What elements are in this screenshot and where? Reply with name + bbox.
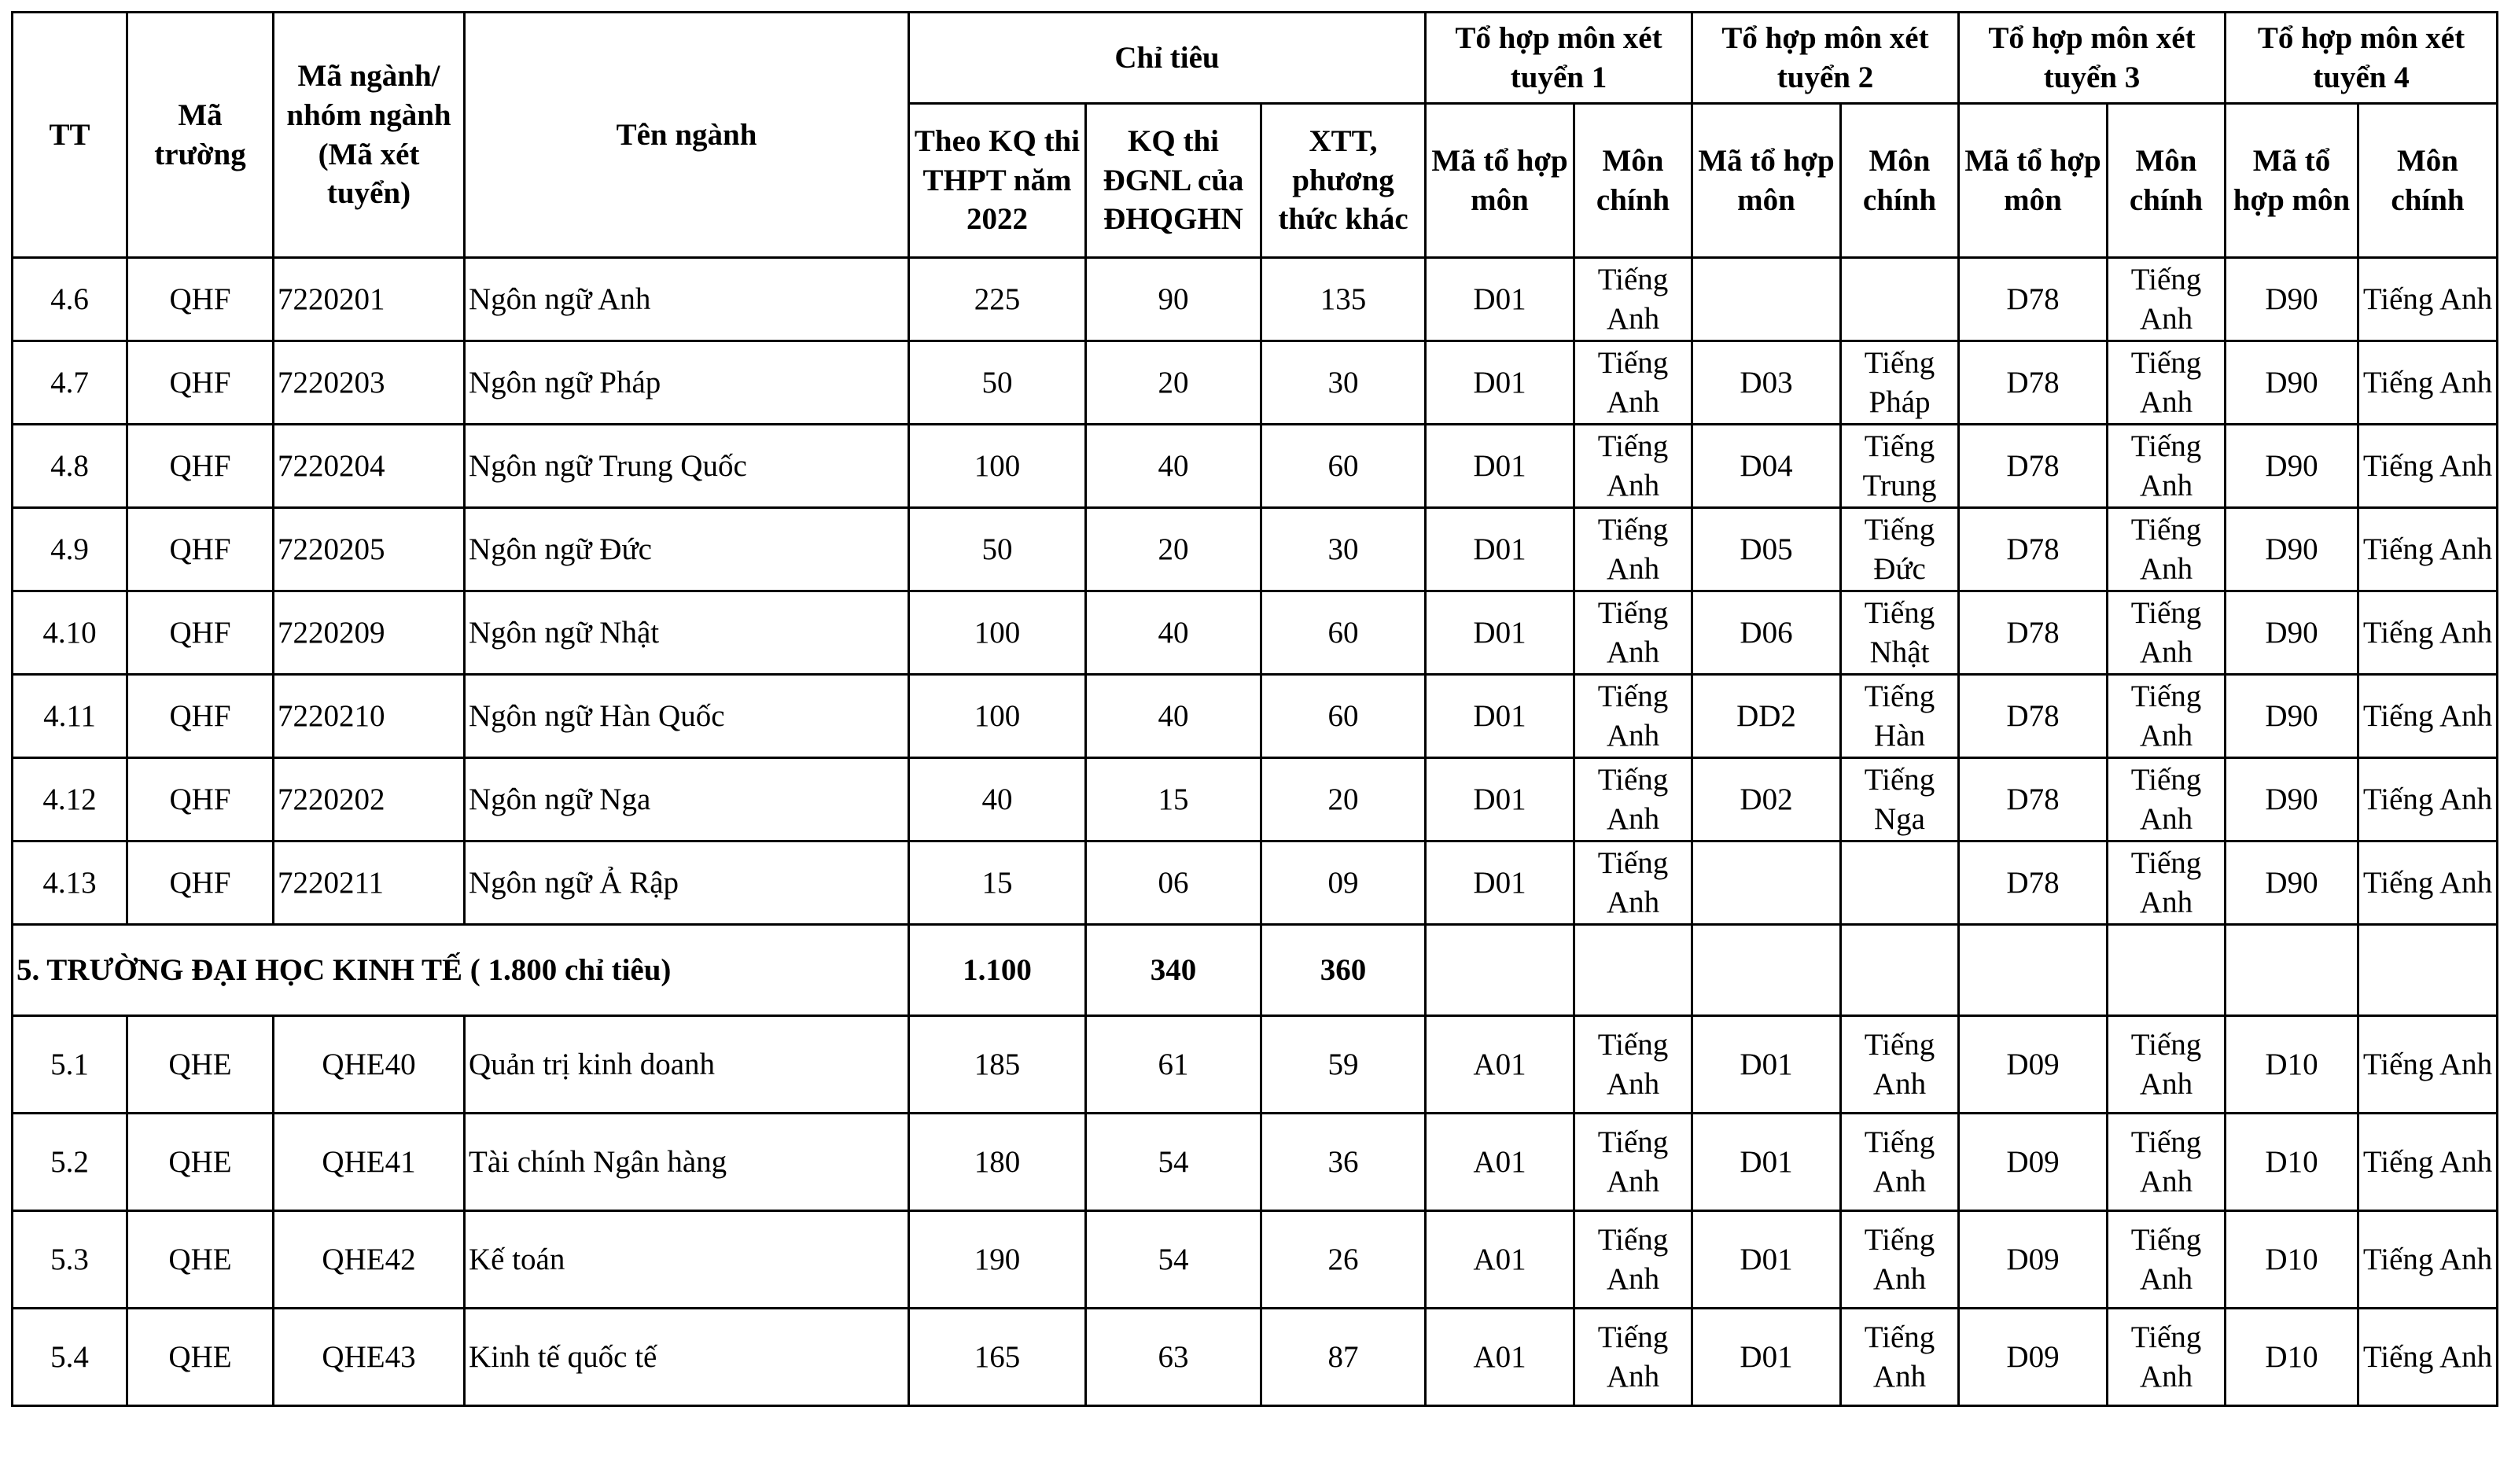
cell-to-hop-1-mon: Tiếng Anh <box>1574 758 1692 841</box>
header-ma-to-hop: Mã tổ hợp môn <box>1426 104 1574 258</box>
cell-to-hop-3-ma: D78 <box>1959 841 2108 925</box>
admission-quota-table <box>11 11 2498 1407</box>
cell-to-hop-2-mon: Tiếng Anh <box>1841 1114 1959 1211</box>
cell-to-hop-2-ma: D01 <box>1692 1309 1841 1406</box>
cell-tt: 5.4 <box>13 1309 127 1406</box>
table-row <box>13 508 2498 591</box>
cell-to-hop-2-ma: D01 <box>1692 1016 1841 1114</box>
cell-ma-truong: QHF <box>127 591 274 675</box>
cell-to-hop-3-mon: Tiếng Anh <box>2108 1211 2226 1309</box>
cell-chi-tieu-thpt: 100 <box>909 591 1086 675</box>
cell-to-hop-1-ma: D01 <box>1426 508 1574 591</box>
header-mon-chinh: Môn chính <box>1841 104 1959 258</box>
cell-chi-tieu-dgnl: 15 <box>1086 758 1261 841</box>
cell-to-hop-3-ma: D78 <box>1959 591 2108 675</box>
header-tt: TT <box>13 13 127 258</box>
header-chi-tieu: Chỉ tiêu <box>909 13 1426 104</box>
cell-tt: 5.1 <box>13 1016 127 1114</box>
cell-to-hop-1-mon: Tiếng Anh <box>1574 1114 1692 1211</box>
cell-ma-nganh: QHE43 <box>274 1309 465 1406</box>
cell-to-hop-2-ma: D05 <box>1692 508 1841 591</box>
cell-ma-nganh: 7220203 <box>274 341 465 425</box>
cell-ten-nganh: Ngôn ngữ Ả Rập <box>465 841 909 925</box>
cell-to-hop-1-ma: A01 <box>1426 1114 1574 1211</box>
cell-ma-nganh: 7220211 <box>274 841 465 925</box>
header-theo-kq-thpt: Theo KQ thi THPT năm 2022 <box>909 104 1086 258</box>
table-row <box>13 841 2498 925</box>
cell-chi-tieu-dgnl: 40 <box>1086 425 1261 508</box>
cell-to-hop-1-ma: A01 <box>1426 1211 1574 1309</box>
cell-ten-nganh: Ngôn ngữ Nga <box>465 758 909 841</box>
cell-chi-tieu-dgnl: 06 <box>1086 841 1261 925</box>
cell-to-hop-4-mon: Tiếng Anh <box>2358 341 2498 425</box>
cell-to-hop-2-ma: D02 <box>1692 758 1841 841</box>
table-row <box>13 758 2498 841</box>
cell-chi-tieu-thpt: 190 <box>909 1211 1086 1309</box>
section-label: 5. TRƯỜNG ĐẠI HỌC KINH TẾ ( 1.800 chỉ tiêu) <box>13 925 909 1016</box>
cell-chi-tieu-xtt: 60 <box>1261 425 1426 508</box>
cell-to-hop-3-ma: D09 <box>1959 1309 2108 1406</box>
cell-to-hop-1-ma: D01 <box>1426 341 1574 425</box>
cell-to-hop-1-mon: Tiếng Anh <box>1574 1309 1692 1406</box>
cell-tt: 4.13 <box>13 841 127 925</box>
cell-ma-truong: QHF <box>127 508 274 591</box>
table-row <box>13 591 2498 675</box>
cell-to-hop-4-mon: Tiếng Anh <box>2358 1309 2498 1406</box>
cell-ma-truong: QHF <box>127 758 274 841</box>
cell-ma-nganh: 7220210 <box>274 675 465 758</box>
section-kinh-te <box>13 925 2498 1016</box>
cell-ma-truong: QHF <box>127 258 274 341</box>
cell-to-hop-2-mon: Tiếng Trung <box>1841 425 1959 508</box>
cell-ma-nganh: 7220204 <box>274 425 465 508</box>
cell-to-hop-2-ma: D01 <box>1692 1211 1841 1309</box>
cell-to-hop-4-mon: Tiếng Anh <box>2358 1016 2498 1114</box>
cell-tt: 4.6 <box>13 258 127 341</box>
cell-tt: 4.9 <box>13 508 127 591</box>
cell-to-hop-3-ma: D78 <box>1959 758 2108 841</box>
cell-ma-nganh: QHE42 <box>274 1211 465 1309</box>
cell-ten-nganh: Ngôn ngữ Pháp <box>465 341 909 425</box>
cell-chi-tieu-xtt: 59 <box>1261 1016 1426 1114</box>
cell-to-hop-2-ma: D04 <box>1692 425 1841 508</box>
cell-tt: 4.10 <box>13 591 127 675</box>
cell-to-hop-2-ma <box>1692 258 1841 341</box>
cell-ma-nganh: 7220205 <box>274 508 465 591</box>
cell-to-hop-3-ma: D09 <box>1959 1211 2108 1309</box>
cell-ten-nganh: Ngôn ngữ Anh <box>465 258 909 341</box>
cell-chi-tieu-xtt: 26 <box>1261 1211 1426 1309</box>
section-total-thpt: 1.100 <box>909 925 1086 1016</box>
cell-ma-truong: QHF <box>127 841 274 925</box>
cell-to-hop-2-mon: Tiếng Hàn <box>1841 675 1959 758</box>
cell-ma-truong: QHE <box>127 1016 274 1114</box>
cell-chi-tieu-dgnl: 54 <box>1086 1211 1261 1309</box>
cell-to-hop-3-ma: D09 <box>1959 1016 2108 1114</box>
cell-to-hop-1-mon: Tiếng Anh <box>1574 841 1692 925</box>
cell-to-hop-3-mon: Tiếng Anh <box>2108 1016 2226 1114</box>
cell-to-hop-3-ma: D78 <box>1959 341 2108 425</box>
cell-to-hop-1-ma: D01 <box>1426 758 1574 841</box>
cell-ma-nganh: 7220209 <box>274 591 465 675</box>
cell-to-hop-2-ma: D03 <box>1692 341 1841 425</box>
cell-to-hop-2-mon: Tiếng Pháp <box>1841 341 1959 425</box>
cell-to-hop-4-ma: D90 <box>2226 425 2358 508</box>
cell-to-hop-2-mon: Tiếng Anh <box>1841 1016 1959 1114</box>
cell-to-hop-2-ma: D06 <box>1692 591 1841 675</box>
header-ma-nganh: Mã ngành/ nhóm ngành (Mã xét tuyển) <box>274 13 465 258</box>
cell-to-hop-1-mon: Tiếng Anh <box>1574 258 1692 341</box>
header-ma-to-hop: Mã tổ hợp môn <box>1959 104 2108 258</box>
cell-ten-nganh: Ngôn ngữ Đức <box>465 508 909 591</box>
cell-to-hop-2-mon: Tiếng Đức <box>1841 508 1959 591</box>
cell-to-hop-4-mon: Tiếng Anh <box>2358 675 2498 758</box>
cell-to-hop-3-ma: D78 <box>1959 508 2108 591</box>
table-row <box>13 425 2498 508</box>
cell-to-hop-2-mon <box>1841 841 1959 925</box>
cell-to-hop-4-mon: Tiếng Anh <box>2358 841 2498 925</box>
table-body-foreign-languages <box>13 258 2498 925</box>
table-row <box>13 1114 2498 1211</box>
empty-cell <box>1574 925 1692 1016</box>
cell-to-hop-1-ma: A01 <box>1426 1309 1574 1406</box>
cell-chi-tieu-thpt: 165 <box>909 1309 1086 1406</box>
empty-cell <box>1426 925 1574 1016</box>
cell-to-hop-4-ma: D90 <box>2226 675 2358 758</box>
cell-to-hop-1-ma: D01 <box>1426 841 1574 925</box>
cell-chi-tieu-thpt: 40 <box>909 758 1086 841</box>
cell-ten-nganh: Kinh tế quốc tế <box>465 1309 909 1406</box>
cell-to-hop-4-mon: Tiếng Anh <box>2358 1114 2498 1211</box>
table-row <box>13 341 2498 425</box>
header-ten-nganh: Tên ngành <box>465 13 909 258</box>
cell-chi-tieu-dgnl: 63 <box>1086 1309 1261 1406</box>
header-to-hop-4: Tổ hợp môn xét tuyển 4 <box>2226 13 2498 104</box>
cell-to-hop-3-mon: Tiếng Anh <box>2108 841 2226 925</box>
cell-to-hop-1-ma: A01 <box>1426 1016 1574 1114</box>
cell-to-hop-1-mon: Tiếng Anh <box>1574 591 1692 675</box>
table-row <box>13 258 2498 341</box>
header-ma-truong: Mã trường <box>127 13 274 258</box>
cell-to-hop-2-mon: Tiếng Nga <box>1841 758 1959 841</box>
header-mon-chinh: Môn chính <box>2108 104 2226 258</box>
cell-to-hop-1-ma: D01 <box>1426 591 1574 675</box>
cell-ten-nganh: Kế toán <box>465 1211 909 1309</box>
cell-to-hop-3-mon: Tiếng Anh <box>2108 1309 2226 1406</box>
header-xtt: XTT, phương thức khác <box>1261 104 1426 258</box>
empty-cell <box>1841 925 1959 1016</box>
section-total-dgnl: 340 <box>1086 925 1261 1016</box>
cell-to-hop-1-mon: Tiếng Anh <box>1574 508 1692 591</box>
cell-chi-tieu-xtt: 30 <box>1261 508 1426 591</box>
cell-ma-truong: QHE <box>127 1309 274 1406</box>
cell-to-hop-4-ma: D10 <box>2226 1309 2358 1406</box>
empty-cell <box>2226 925 2358 1016</box>
table-row <box>13 1211 2498 1309</box>
cell-to-hop-4-mon: Tiếng Anh <box>2358 258 2498 341</box>
empty-cell <box>2358 925 2498 1016</box>
cell-to-hop-3-mon: Tiếng Anh <box>2108 1114 2226 1211</box>
header-row-1 <box>13 13 2498 104</box>
empty-cell <box>1692 925 1841 1016</box>
cell-to-hop-4-ma: D10 <box>2226 1114 2358 1211</box>
header-mon-chinh: Môn chính <box>2358 104 2498 258</box>
cell-tt: 4.8 <box>13 425 127 508</box>
cell-chi-tieu-dgnl: 61 <box>1086 1016 1261 1114</box>
cell-ten-nganh: Ngôn ngữ Hàn Quốc <box>465 675 909 758</box>
cell-to-hop-4-ma: D90 <box>2226 508 2358 591</box>
empty-cell <box>1959 925 2108 1016</box>
cell-to-hop-4-ma: D10 <box>2226 1016 2358 1114</box>
cell-to-hop-1-ma: D01 <box>1426 425 1574 508</box>
table-row <box>13 675 2498 758</box>
cell-to-hop-1-ma: D01 <box>1426 675 1574 758</box>
cell-chi-tieu-dgnl: 20 <box>1086 508 1261 591</box>
cell-to-hop-3-mon: Tiếng Anh <box>2108 258 2226 341</box>
cell-ten-nganh: Ngôn ngữ Trung Quốc <box>465 425 909 508</box>
cell-to-hop-4-ma: D90 <box>2226 758 2358 841</box>
header-ma-to-hop: Mã tổ hợp môn <box>2226 104 2358 258</box>
cell-to-hop-1-mon: Tiếng Anh <box>1574 675 1692 758</box>
cell-to-hop-3-mon: Tiếng Anh <box>2108 591 2226 675</box>
header-kq-dgnl: KQ thi ĐGNL của ĐHQGHN <box>1086 104 1261 258</box>
cell-ten-nganh: Ngôn ngữ Nhật <box>465 591 909 675</box>
cell-to-hop-4-mon: Tiếng Anh <box>2358 758 2498 841</box>
empty-cell <box>2108 925 2226 1016</box>
cell-ma-truong: QHF <box>127 425 274 508</box>
cell-ma-nganh: 7220201 <box>274 258 465 341</box>
cell-to-hop-1-mon: Tiếng Anh <box>1574 1016 1692 1114</box>
cell-to-hop-2-mon: Tiếng Nhật <box>1841 591 1959 675</box>
cell-ma-truong: QHF <box>127 675 274 758</box>
cell-chi-tieu-xtt: 20 <box>1261 758 1426 841</box>
cell-to-hop-1-mon: Tiếng Anh <box>1574 425 1692 508</box>
cell-to-hop-4-mon: Tiếng Anh <box>2358 591 2498 675</box>
cell-chi-tieu-xtt: 36 <box>1261 1114 1426 1211</box>
cell-chi-tieu-thpt: 185 <box>909 1016 1086 1114</box>
cell-chi-tieu-dgnl: 40 <box>1086 591 1261 675</box>
section-total-xtt: 360 <box>1261 925 1426 1016</box>
cell-to-hop-2-ma: DD2 <box>1692 675 1841 758</box>
cell-to-hop-3-ma: D78 <box>1959 675 2108 758</box>
cell-tt: 5.2 <box>13 1114 127 1211</box>
cell-to-hop-3-ma: D78 <box>1959 258 2108 341</box>
cell-chi-tieu-xtt: 87 <box>1261 1309 1426 1406</box>
cell-to-hop-1-mon: Tiếng Anh <box>1574 1211 1692 1309</box>
cell-ma-nganh: QHE41 <box>274 1114 465 1211</box>
cell-to-hop-3-ma: D78 <box>1959 425 2108 508</box>
cell-chi-tieu-xtt: 60 <box>1261 591 1426 675</box>
table-header <box>13 13 2498 258</box>
cell-chi-tieu-xtt: 30 <box>1261 341 1426 425</box>
cell-chi-tieu-thpt: 15 <box>909 841 1086 925</box>
cell-to-hop-4-ma: D90 <box>2226 258 2358 341</box>
cell-tt: 4.7 <box>13 341 127 425</box>
cell-to-hop-2-mon <box>1841 258 1959 341</box>
header-to-hop-3: Tổ hợp môn xét tuyển 3 <box>1959 13 2226 104</box>
cell-ma-truong: QHE <box>127 1114 274 1211</box>
cell-chi-tieu-dgnl: 20 <box>1086 341 1261 425</box>
cell-to-hop-4-mon: Tiếng Anh <box>2358 425 2498 508</box>
cell-to-hop-3-mon: Tiếng Anh <box>2108 675 2226 758</box>
cell-to-hop-1-mon: Tiếng Anh <box>1574 341 1692 425</box>
cell-to-hop-3-mon: Tiếng Anh <box>2108 508 2226 591</box>
cell-chi-tieu-xtt: 09 <box>1261 841 1426 925</box>
cell-to-hop-3-mon: Tiếng Anh <box>2108 425 2226 508</box>
cell-chi-tieu-dgnl: 40 <box>1086 675 1261 758</box>
section-row <box>13 925 2498 1016</box>
cell-to-hop-4-ma: D10 <box>2226 1211 2358 1309</box>
cell-tt: 4.12 <box>13 758 127 841</box>
cell-to-hop-2-mon: Tiếng Anh <box>1841 1211 1959 1309</box>
cell-chi-tieu-thpt: 50 <box>909 341 1086 425</box>
header-mon-chinh: Môn chính <box>1574 104 1692 258</box>
table-row <box>13 1309 2498 1406</box>
header-to-hop-2: Tổ hợp môn xét tuyển 2 <box>1692 13 1959 104</box>
cell-to-hop-3-mon: Tiếng Anh <box>2108 341 2226 425</box>
cell-to-hop-3-ma: D09 <box>1959 1114 2108 1211</box>
table-body-economics <box>13 1016 2498 1406</box>
cell-chi-tieu-xtt: 60 <box>1261 675 1426 758</box>
cell-to-hop-2-ma: D01 <box>1692 1114 1841 1211</box>
document-page <box>11 11 2498 1407</box>
cell-ma-truong: QHE <box>127 1211 274 1309</box>
cell-ten-nganh: Tài chính Ngân hàng <box>465 1114 909 1211</box>
cell-to-hop-4-ma: D90 <box>2226 591 2358 675</box>
cell-chi-tieu-xtt: 135 <box>1261 258 1426 341</box>
cell-to-hop-4-mon: Tiếng Anh <box>2358 1211 2498 1309</box>
cell-tt: 4.11 <box>13 675 127 758</box>
cell-chi-tieu-thpt: 50 <box>909 508 1086 591</box>
cell-chi-tieu-dgnl: 90 <box>1086 258 1261 341</box>
cell-to-hop-4-ma: D90 <box>2226 841 2358 925</box>
cell-to-hop-4-mon: Tiếng Anh <box>2358 508 2498 591</box>
header-to-hop-1: Tổ hợp môn xét tuyển 1 <box>1426 13 1692 104</box>
cell-chi-tieu-dgnl: 54 <box>1086 1114 1261 1211</box>
cell-to-hop-1-ma: D01 <box>1426 258 1574 341</box>
table-row <box>13 1016 2498 1114</box>
cell-chi-tieu-thpt: 100 <box>909 425 1086 508</box>
cell-ma-nganh: QHE40 <box>274 1016 465 1114</box>
cell-ma-nganh: 7220202 <box>274 758 465 841</box>
cell-to-hop-2-ma <box>1692 841 1841 925</box>
cell-to-hop-4-ma: D90 <box>2226 341 2358 425</box>
cell-ma-truong: QHF <box>127 341 274 425</box>
header-ma-to-hop: Mã tổ hợp môn <box>1692 104 1841 258</box>
cell-ten-nganh: Quản trị kinh doanh <box>465 1016 909 1114</box>
cell-chi-tieu-thpt: 225 <box>909 258 1086 341</box>
cell-chi-tieu-thpt: 180 <box>909 1114 1086 1211</box>
cell-chi-tieu-thpt: 100 <box>909 675 1086 758</box>
cell-to-hop-3-mon: Tiếng Anh <box>2108 758 2226 841</box>
cell-tt: 5.3 <box>13 1211 127 1309</box>
cell-to-hop-2-mon: Tiếng Anh <box>1841 1309 1959 1406</box>
